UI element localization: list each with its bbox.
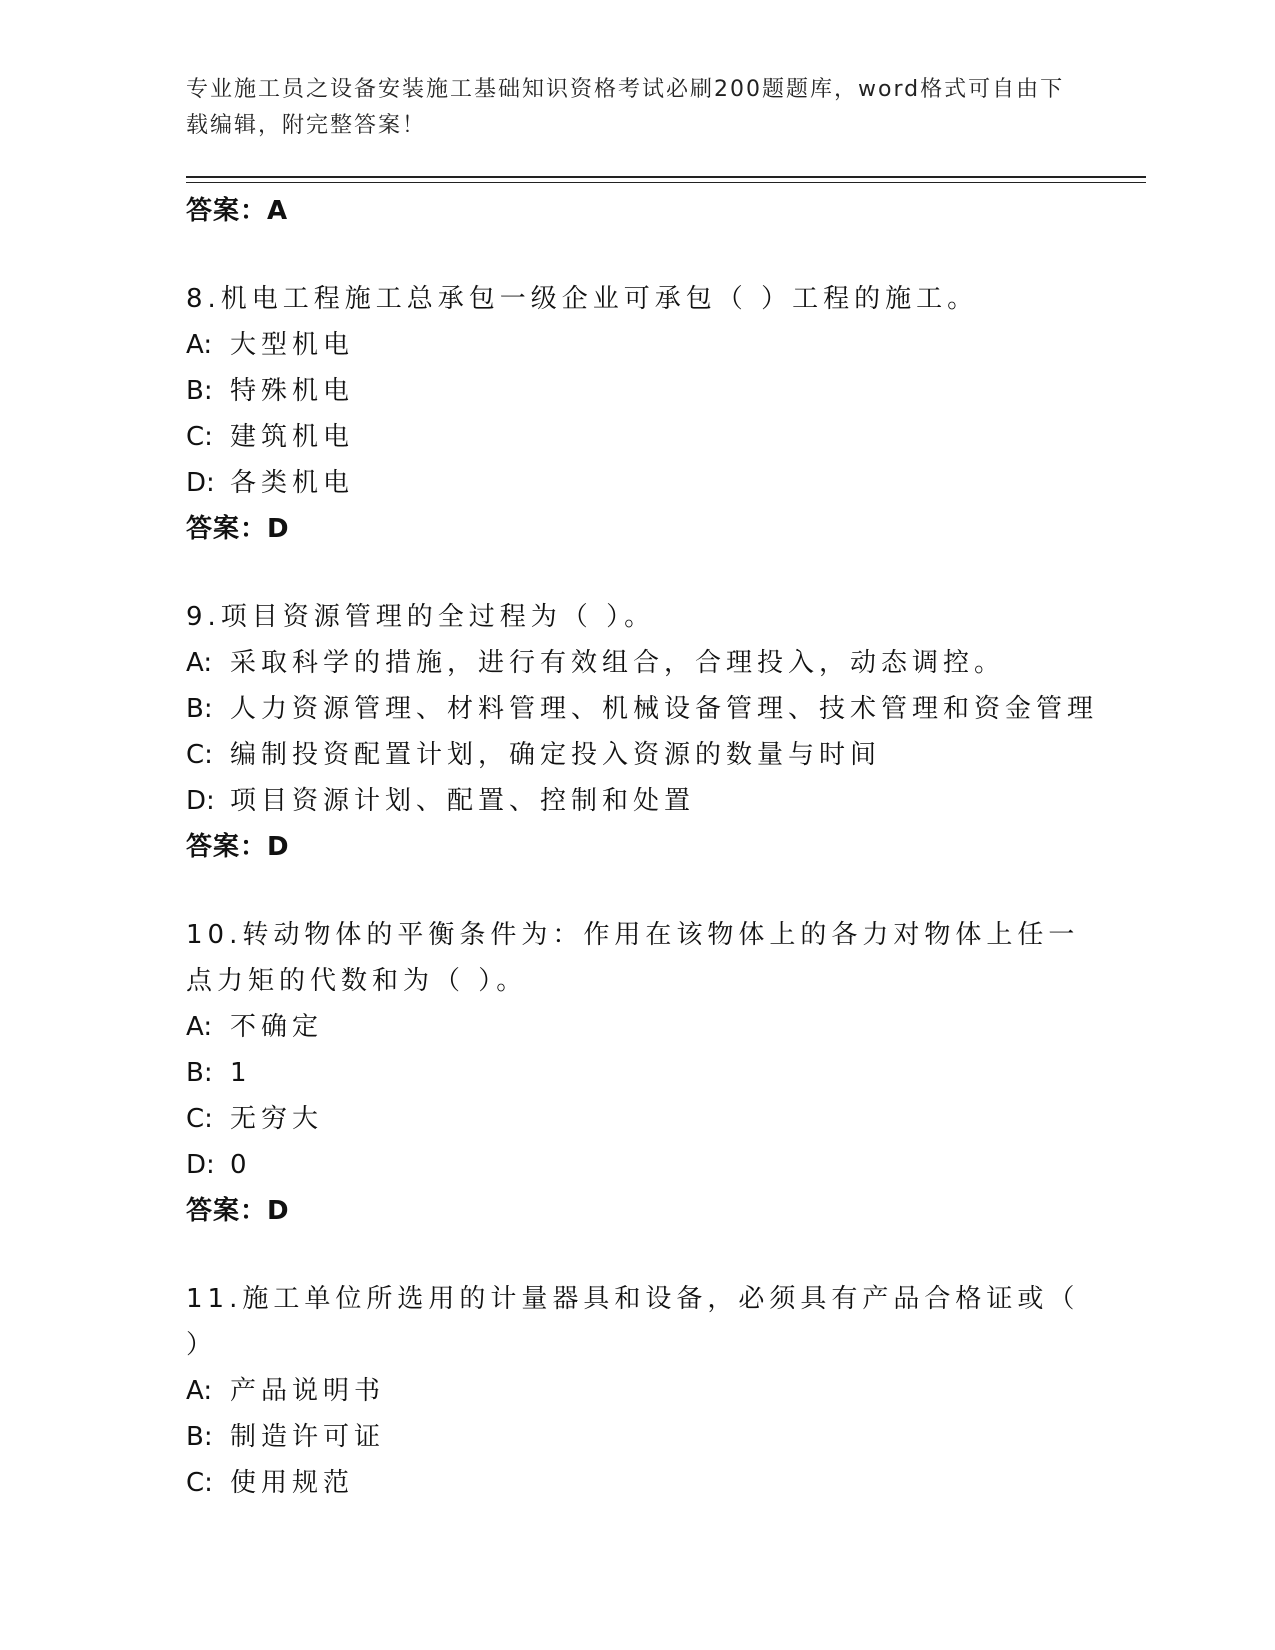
option-text: 人力资源管理、材料管理、机械设备管理、技术管理和资金管理 <box>230 694 1099 724</box>
option-a <box>186 1368 1086 1414</box>
option-a <box>186 322 1086 368</box>
option-text: 不确定 <box>230 1012 324 1042</box>
option-c <box>186 1460 1086 1506</box>
question-10 <box>186 912 1086 1234</box>
option-d <box>186 1142 1086 1188</box>
option-text: 采取科学的措施，进行有效组合，合理投入，动态调控。 <box>230 648 1006 678</box>
question-list <box>186 188 1099 1506</box>
option-letter: B: <box>186 1058 213 1088</box>
option-text: 项目资源计划、配置、控制和处置 <box>230 786 696 816</box>
option-text: 0 <box>230 1150 252 1180</box>
document-header: 专业施工员之设备安装施工基础知识资格考试必刷200题题库，word格式可自由下载编辑，附完整答案！ <box>186 77 1065 138</box>
option-c <box>186 732 1086 778</box>
option-text: 各类机电 <box>230 468 355 498</box>
answer-line: 答案：D <box>186 514 290 544</box>
option-letter: C: <box>186 740 213 770</box>
option-d <box>186 778 1086 824</box>
option-b <box>186 368 1086 414</box>
option-letter: C: <box>186 422 213 452</box>
option-a <box>186 1004 1086 1050</box>
option-letter: D: <box>186 786 215 816</box>
option-c <box>186 414 1086 460</box>
option-letter: A: <box>186 330 213 360</box>
question-text: 11.施工单位所选用的计量器具和设备，必须具有产品合格证或（ ） <box>186 1284 1080 1360</box>
option-letter: D: <box>186 468 215 498</box>
option-c <box>186 1096 1086 1142</box>
option-letter: B: <box>186 376 213 406</box>
question-8 <box>186 276 1086 552</box>
option-letter: B: <box>186 1422 213 1452</box>
option-text: 制造许可证 <box>230 1422 386 1452</box>
option-text: 特殊机电 <box>230 376 355 406</box>
option-letter: B: <box>186 694 213 724</box>
answer-line: 答案：A <box>186 196 289 226</box>
option-text: 产品说明书 <box>230 1376 386 1406</box>
option-letter: A: <box>186 648 213 678</box>
option-text: 编制投资配置计划，确定投入资源的数量与时间 <box>230 740 882 770</box>
header-rule-thick <box>186 176 1146 178</box>
option-letter: D: <box>186 1150 215 1180</box>
answer-line: 答案：D <box>186 832 290 862</box>
question-text: 10.转动物体的平衡条件为：作用在该物体上的各力对物体上任一点力矩的代数和为（ ）。 <box>186 920 1080 996</box>
option-letter: A: <box>186 1012 213 1042</box>
option-text: 使用规范 <box>230 1468 355 1498</box>
option-text: 建筑机电 <box>230 422 355 452</box>
question-11 <box>186 1276 1086 1506</box>
option-b <box>186 686 1099 732</box>
answer-line: 答案：D <box>186 1196 290 1226</box>
option-b <box>186 1414 1086 1460</box>
option-letter: C: <box>186 1468 213 1498</box>
option-letter: C: <box>186 1104 213 1134</box>
option-letter: A: <box>186 1376 213 1406</box>
option-a <box>186 640 1086 686</box>
option-d <box>186 460 1086 506</box>
question-text: 8.机电工程施工总承包一级企业可承包（ ）工程的施工。 <box>186 284 979 314</box>
question-9 <box>186 594 1099 870</box>
question-text: 9.项目资源管理的全过程为（ ）。 <box>186 602 656 632</box>
option-text: 大型机电 <box>230 330 355 360</box>
header-rule-thin <box>186 182 1146 183</box>
option-text: 无穷大 <box>230 1104 324 1134</box>
option-b <box>186 1050 1086 1096</box>
option-text: 1 <box>230 1058 252 1088</box>
